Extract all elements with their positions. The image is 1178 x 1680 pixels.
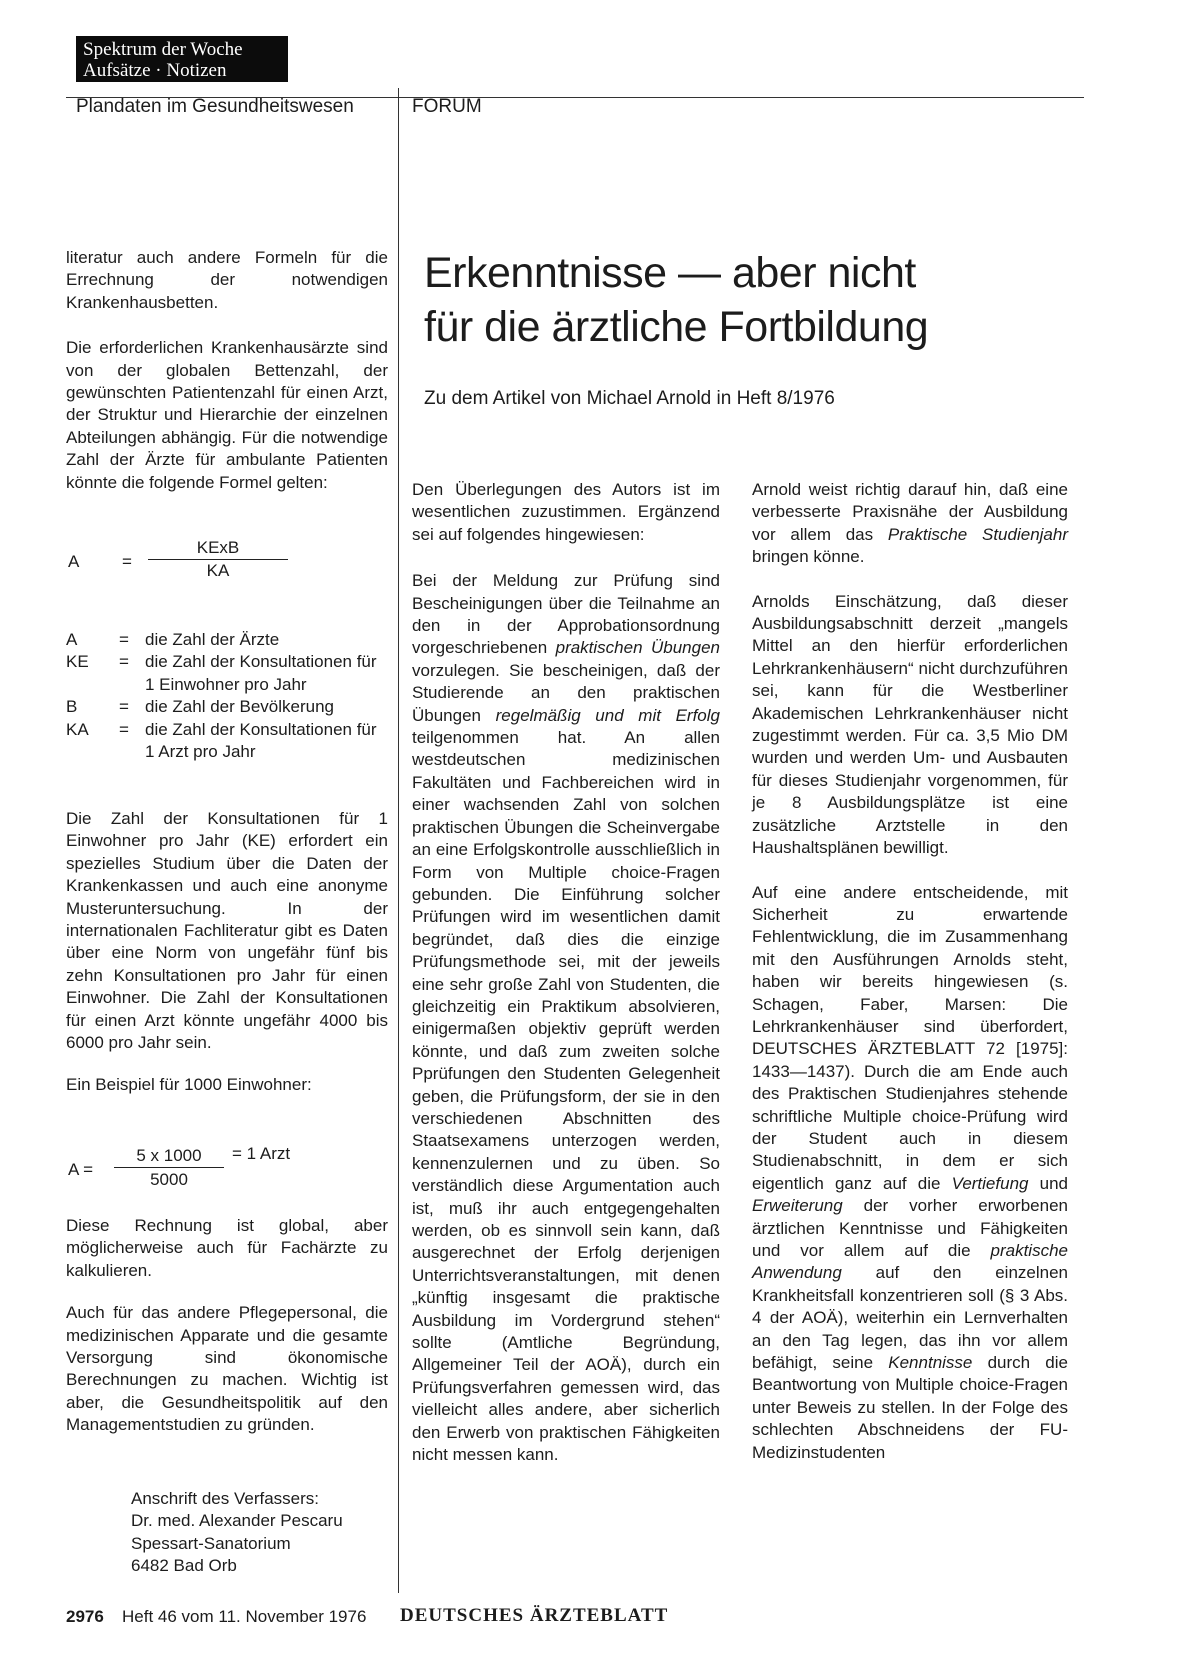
address-line: Anschrift des Verfassers: xyxy=(131,1489,320,1508)
formula-1-fraction xyxy=(148,537,288,582)
right-column xyxy=(752,479,1068,1464)
definition-row xyxy=(66,651,385,696)
formula-2-denominator: 5000 xyxy=(150,1170,188,1189)
definition-symbol: B xyxy=(66,697,78,717)
left-paragraph-1: literatur auch andere Formeln für die Errechnung der notwendigen Krankenhausbetten. xyxy=(66,248,388,312)
section-label-line1: Spektrum der Woche xyxy=(83,39,243,60)
address-line: 6482 Bad Orb xyxy=(131,1556,237,1576)
definition-row xyxy=(66,629,385,651)
definition-equals: = xyxy=(119,652,129,672)
definition-symbol: KE xyxy=(66,652,89,672)
left-paragraph-5: Diese Rechnung ist global, aber möglicherweise auch für Fachärzte zu kalkulieren. xyxy=(66,1216,388,1280)
author-address xyxy=(131,1488,391,1578)
definition-equals: = xyxy=(119,719,129,739)
definition-text: die Zahl der Ärzte xyxy=(145,630,280,649)
formula-2-numerator: 5 x 1000 xyxy=(114,1144,224,1168)
definition-text: die Zahl der Konsultationen für 1 Einwohner pro Jahr xyxy=(145,652,377,694)
definition-row xyxy=(66,719,385,764)
formula-1-lhs: A xyxy=(68,552,80,571)
article-title xyxy=(424,246,1044,354)
definition-equals: = xyxy=(119,697,129,717)
article-title-line2: für die ärztliche Fortbildung xyxy=(424,303,929,351)
issue-info: Heft 46 vom 11. November 1976 xyxy=(122,1607,367,1626)
definitions-list xyxy=(66,629,391,763)
definition-text: die Zahl der Konsultationen für 1 Arzt pro Jahr xyxy=(145,719,377,762)
right-paragraph-2: Arnolds Einschätzung, daß dieser Ausbildungsabschnitt derzeit „mangels Mittel an den hierfür erforderlichen Lehrkrankenhäusern“ nicht durchzuführen sei, kann für die Westberliner Akademischen Lehrkrankenhäuser nicht zugestimmt werden. Für ca. 3,5 Mio DM wurden und werden Um- und Ausbauten für dieses Studienjahr vorgenommen, für je 8 Ausbildungsplätze ist eine zusätzliche Arztstelle in den Haushaltsplänen bewilligt. xyxy=(752,591,1068,858)
right-paragraph-3: Auf eine andere entscheidende, mit Sicherheit zu erwartende Fehlentwicklung, die im Zusammenhang mit den Ausführungen Arnolds steht, haben wir bereits hingewiesen (s. Schagen, Faber, Marsen: Die Lehrkrankenhäuser sind überfordert, DEUTSCHES ÄRZTEBLATT 72 [1975]: 1433—1437). Durch die am Ende auch des Praktischen Studienjahres stehende schriftliche Multiple choice-Prüfung wird der Student auch in diesem Studienabschnitt, in dem er sich eigentlich ganz auf die Vertiefung und Erweiterung der vorher erworbenen ärztlichen Kenntnisse und Fähigkeiten und vor allem auf die praktische Anwendung auf den einzelnen Krankheitsfall konzentrieren soll (§ 3 Abs. 4 der AOÄ), weiterhin ein Lernverhalten an den Tag legen, das ihn vor allem befähigt, seine Kenntnisse durch die Beantwortung von Multiple choice-Fragen unter Beweis zu stellen. In der Folge des schlechten Abschneidens der FU-Medizinstudenten xyxy=(752,882,1068,1462)
left-paragraph-2: Die erforderlichen Krankenhausärzte sind von der globalen Bettenzahl, der gewünschten Patientenzahl für einen Arzt, der Struktur und Hierarchie der einzelnen Abteilungen abhängig. Für die notwendige Zahl der Ärzte für ambulante Patienten könnte die folgende Formel gelten: xyxy=(66,338,388,492)
column-divider xyxy=(398,88,399,1593)
left-running-title: Plandaten im Gesundheitswesen xyxy=(76,96,354,117)
formula-2-lhs: A = xyxy=(68,1160,94,1179)
right-running-title: FORUM xyxy=(412,96,482,117)
left-paragraph-6: Auch für das andere Pflegepersonal, die medizinischen Apparate und die gesamte Versorgung sind ökonomische Berechnungen zu machen. Wichtig ist aber, die Gesundheitspolitik auf den Managementstudien zu gründen. xyxy=(66,1303,388,1435)
left-column-bottom xyxy=(66,1215,388,1437)
page-number: 2976 xyxy=(66,1607,104,1626)
definition-symbol: A xyxy=(66,630,78,649)
article-subtitle: Zu dem Artikel von Michael Arnold in Heft 8/1976 xyxy=(424,388,835,409)
definition-row xyxy=(66,696,385,718)
section-label-box xyxy=(76,36,288,82)
journal-name: DEUTSCHES ÄRZTEBLATT xyxy=(400,1605,669,1626)
address-line: Spessart-Sanatorium xyxy=(131,1533,291,1553)
address-line: Dr. med. Alexander Pescaru xyxy=(131,1511,343,1531)
article-title-line1: Erkenntnisse — aber nicht xyxy=(424,249,916,297)
middle-paragraph-2: Bei der Meldung zur Prüfung sind Bescheinigungen über die Teilnahme an den in der Approbationsordnung vorgeschriebenen praktischen Übungen vorzulegen. Sie bescheinigen, daß der Studierende an den praktischen Übungen regelmäßig und mit Erfolg teilgenommen hat. An allen westdeutschen medizinischen Fakultäten und Fachbereichen wird in einer wachsenden Zahl von solchen praktischen Übungen die Scheinvergabe an eine Erfolgskontrolle ausschließlich in Form von Multiple choice-Fragen gebunden. Die Einführung solcher Prüfungen wird im wesentlichen damit begründet, daß dies die einzige Prüfungsmethode sei, mit der jeweils eine sehr große Zahl von Studenten, die gleichzeitig ein Praktikum absolvieren, einigermaßen objektiv geprüft werden könnte, und daß zum zweiten solche Pprüfungen den Studenten Gelegenheit geben, die Prüfungsform, der sie in den verschiedenen Abschnitten des Staatsexamens unterzogen werden, kennenzulernen und zu üben. So verständlich diese Argumentation auch ist, muß ihr auch entgegengehalten werden, ob es sinnvoll sein kann, daß ausgerechnet der Erfolg derjenigen Unterrichtsveranstaltungen, mit denen „künftig insgesamt die praktische Ausbildung im Vordergrund stehen“ sollte (Amtliche Begründung, Allgemeiner Teil der AOÄ), durch ein Prüfungsverfahren gemessen wird, das vielleicht alles andere, aber sicherlich den Erwerb von praktischen Fähigkeiten nicht messen kann. xyxy=(412,571,720,1465)
right-paragraph-1: Arnold weist richtig darauf hin, daß eine verbesserte Praxisnähe der Ausbildung vor allem das Praktische Studienjahr bringen könne. xyxy=(752,480,1069,567)
definition-equals: = xyxy=(119,630,129,649)
formula-1-numerator: KExB xyxy=(148,537,288,560)
left-column-lower xyxy=(66,808,388,1097)
formula-2-fraction xyxy=(114,1144,224,1191)
formula-2 xyxy=(66,1144,386,1204)
formula-1-denominator: KA xyxy=(206,561,230,580)
definition-symbol: KA xyxy=(66,719,89,739)
section-label-line2: Aufsätze · Notizen xyxy=(83,60,227,81)
middle-column xyxy=(412,479,720,1466)
definition-text: die Zahl der Bevölkerung xyxy=(145,697,335,717)
left-paragraph-3: Die Zahl der Konsultationen für 1 Einwohner pro Jahr (KE) erfordert ein spezielles Studium über die Daten der Krankenkassen und auch eine anonyme Musteruntersuchung. In der internationalen Fachliteratur gibt es Daten über eine Norm von ungefähr fünf bis zehn Konsultationen pro Jahr für einen Einwohner. Die Zahl der Konsultationen für einen Arzt könnte ungefähr 4000 bis 6000 pro Jahr sein. xyxy=(66,809,388,1053)
formula-1-eq: = xyxy=(122,552,132,571)
left-column xyxy=(66,247,388,494)
formula-1 xyxy=(66,538,366,606)
formula-2-result: = 1 Arzt xyxy=(232,1144,291,1163)
left-paragraph-4: Ein Beispiel für 1000 Einwohner: xyxy=(66,1075,312,1095)
middle-paragraph-1: Den Überlegungen des Autors ist im wesentlichen zuzustimmen. Ergänzend sei auf folgendes hingewiesen: xyxy=(412,480,720,544)
